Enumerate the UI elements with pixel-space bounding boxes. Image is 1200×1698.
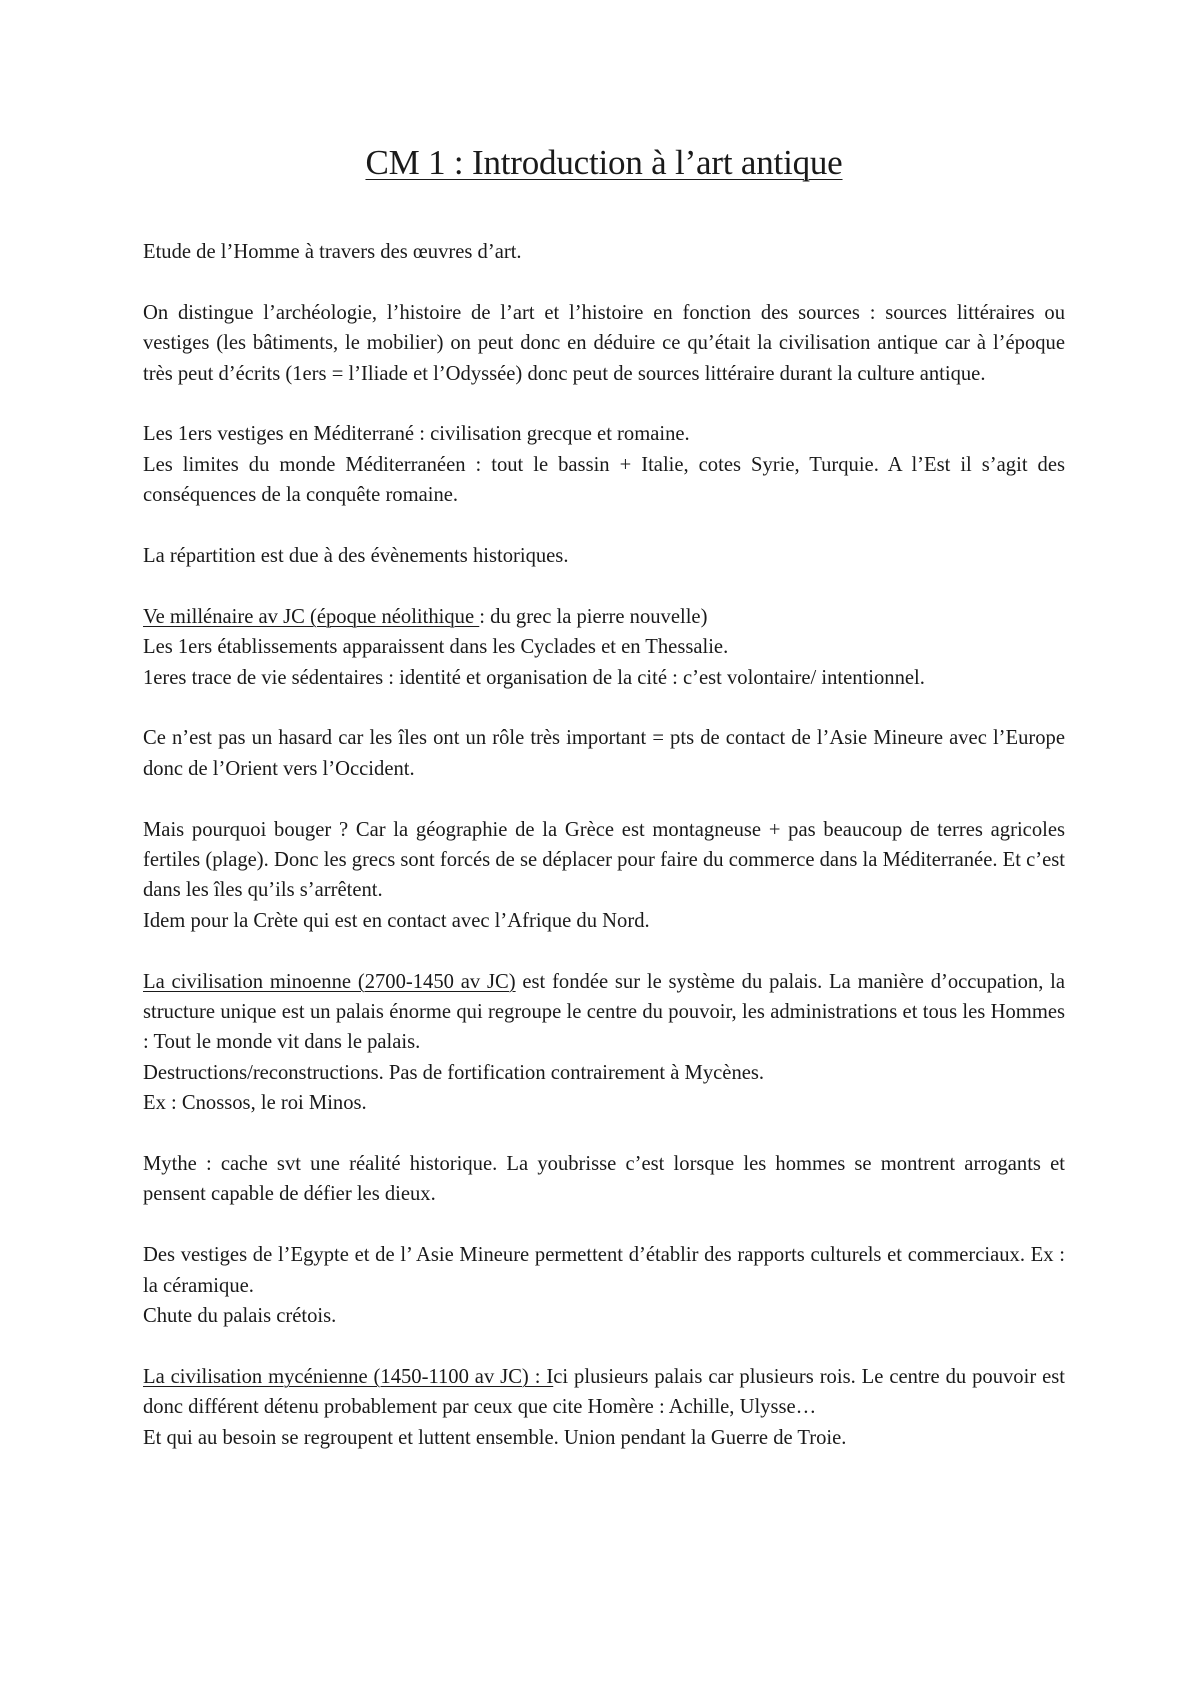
paragraph-sedentary-life: 1eres trace de vie sédentaires : identité et organisation de la cité : c’est volontaire/ intentionnel. (143, 666, 925, 689)
neolithic-heading-rest: : du grec la pierre nouvelle) (479, 605, 708, 628)
paragraph-crete: Idem pour la Crète qui est en contact avec l’Afrique du Nord. (143, 909, 650, 932)
paragraph-cretan-fall: Chute du palais crétois. (143, 1305, 337, 1328)
paragraph-mediterranean-limits: Les limites du monde Méditerranéen : tout le bassin + Italie, cotes Syrie, Turquie. A l’Est il s’agit des conséquences de la conquête romaine. (143, 453, 1065, 507)
paragraph-destructions: Destructions/reconstructions. Pas de fortification contrairement à Mycènes. (143, 1061, 765, 1084)
paragraph-first-settlements: Les 1ers établissements apparaissent dans les Cyclades et en Thessalie. (143, 636, 729, 659)
paragraph-trojan-war: Et qui au besoin se regroupent et luttent ensemble. Union pendant la Guerre de Troie. (143, 1426, 847, 1449)
paragraph-distribution: La répartition est due à des évènements historiques. (143, 545, 569, 568)
paragraph-intro: Etude de l’Homme à travers des œuvres d’art. (143, 241, 522, 263)
paragraph-mycenaean (143, 1362, 1065, 1423)
paragraph-why-move: Mais pourquoi bouger ? Car la géographie de la Grèce est montagneuse + pas beaucoup de terres agricoles fertiles (plage). Donc les grecs sont forcés de se déplacer pour faire du commerce dans la Méditerranée. Et c’est dans les îles qu’ils s’arrêtent. (143, 818, 1065, 902)
page-title: CM 1 : Introduction à l’art antique (365, 143, 843, 182)
paragraph-sources: On distingue l’archéologie, l’histoire de l’art et l’histoire en fonction des sources : sources littéraires ou vestiges (les bâtiments, le mobilier) on peut donc en déduire ce qu’était la civilisation antique car à l’époque très peut d’écrits (1ers = l’Iliade et l’Odyssée) donc peut de sources littéraire durant la culture antique. (143, 301, 1065, 385)
minoan-rest: est fondée sur le système du palais. La manière d’occupation, la structure unique est un palais énorme qui regroupe le centre du pouvoir, les administrations et tous les Hommes : Tout le monde vit dans le palais. (143, 970, 1066, 1054)
paragraph-egypt-vestiges: Des vestiges de l’Egypte et de l’ Asie Mineure permettent d’établir des rapports culturels et commerciaux. Ex : la céramique. (143, 1244, 1065, 1297)
paragraph-islands: Ce n’est pas un hasard car les îles ont un rôle très important = pts de contact de l’Asie Mineure avec l’Europe donc de l’Orient vers l’Occident. (143, 727, 1065, 780)
mycenaean-heading-underlined: La civilisation mycénienne (1450-1100 av JC) : I (143, 1365, 554, 1388)
minoan-heading-underlined: La civilisation minoenne (2700-1450 av JC) (143, 970, 516, 993)
neolithic-heading-underlined: Ve millénaire av JC (époque néolithique (143, 605, 480, 628)
mycenaean-rest: ci plusieurs palais car plusieurs rois. Le centre du pouvoir est donc différent détenu probablement par ceux que cite Homère : Achille, Ulysse… (143, 1365, 1065, 1419)
document-body (143, 237, 1065, 1483)
paragraph-neolithic-heading (143, 602, 1065, 632)
paragraph-myth: Mythe : cache svt une réalité historique. La youbrisse c’est lorsque les hommes se montrent arrogants et pensent capable de défier les dieux. (143, 1153, 1065, 1206)
paragraph-cnossos: Ex : Cnossos, le roi Minos. (143, 1092, 367, 1115)
paragraph-first-vestiges: Les 1ers vestiges en Méditerrané : civilisation grecque et romaine. (143, 423, 690, 446)
paragraph-minoan (143, 967, 1065, 1058)
